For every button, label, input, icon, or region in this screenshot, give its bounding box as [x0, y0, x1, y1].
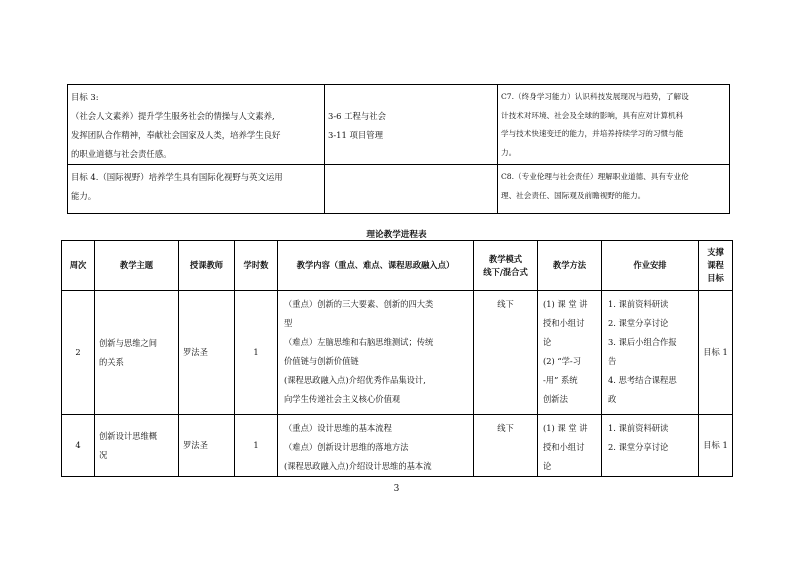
topic-line: 况 [99, 449, 108, 460]
goal-line: 发挥团队合作精神，奉献社会国家及人类，培养学生良好 [71, 130, 281, 140]
method-cell [538, 291, 602, 415]
week-cell: 2 [62, 291, 95, 415]
ability-line: C8.（专业伦理与社会责任）理解职业道德、具有专业伦 [501, 172, 689, 181]
hours-cell: 1 [235, 415, 278, 477]
goal-line: 能力。 [71, 191, 97, 201]
header-teacher: 授课教师 [179, 241, 235, 291]
teacher-cell: 罗法圣 [179, 415, 235, 477]
method-line: 论 [543, 337, 552, 347]
schedule-title: 理论教学进程表 [366, 230, 427, 240]
goal-cell [68, 165, 325, 214]
homework-line: 3. 课后小组合作报 [608, 337, 677, 347]
content-line: (课程思政融入点)介绍优秀作品集设计, [284, 375, 426, 385]
header-goal-line: 目标 [707, 273, 724, 283]
goal-cell [68, 85, 325, 165]
mode-cell: 线下 [474, 291, 538, 415]
content-line: （难点）创新设计思维的落地方法 [284, 442, 409, 452]
objective-row [68, 85, 730, 165]
header-week: 周次 [62, 241, 95, 291]
header-method: 教学方法 [538, 241, 602, 291]
ability-line: 学与技术快速变迁的能力，并培养持续学习的习惯与能 [501, 129, 684, 139]
topic-line: 创新设计思维概 [99, 430, 158, 441]
header-goal-line: 支撑 [707, 247, 724, 257]
courses-cell [325, 85, 498, 165]
course-line: 3-11 项目管理 [328, 130, 383, 140]
content-line: （重点）创新的三大要素、创新的四大类 [284, 299, 434, 309]
homework-line: 2. 课堂分享讨论 [608, 318, 669, 328]
goal-line: 的职业道德与社会责任感。 [71, 149, 172, 159]
method-line: 授和小组讨 [543, 318, 585, 328]
content-line: (课程思政融入点)介绍设计思维的基本流 [284, 461, 432, 471]
mode-cell: 线下 [474, 415, 538, 477]
content-line: 价值链与创新价值链 [284, 356, 359, 366]
header-row [62, 241, 733, 291]
objectives-table [67, 84, 730, 214]
ability-line: 力。 [501, 148, 517, 158]
method-line: 论 [543, 461, 552, 471]
course-line: 3-6 工程与社会 [328, 111, 387, 121]
topic-cell [95, 415, 179, 477]
goal-line: 目标 4.（国际视野）培养学生具有国际化视野与英文运用 [71, 172, 283, 182]
homework-line: 1. 课前资料研读 [608, 299, 669, 309]
content-line: （重点）设计思维的基本流程 [284, 423, 392, 433]
schedule-table [61, 240, 733, 477]
method-line: (1) 课 堂 讲 [543, 299, 588, 309]
goal-line: （社会人文素养）提升学生服务社会的情操与人文素养, [71, 111, 275, 121]
goal-cell: 目标 1 [699, 291, 733, 415]
table-row [62, 415, 733, 477]
topic-line: 创新与思维之间 [99, 337, 158, 348]
homework-line: 4. 思考结合课程思 [608, 375, 677, 385]
ability-line: C7.（终身学习能力）认识科技发展现况与趋势，了解设 [501, 92, 689, 101]
objective-row [68, 165, 730, 214]
goal-cell: 目标 1 [699, 415, 733, 477]
header-goal-line: 课程 [707, 260, 724, 270]
content-cell [278, 291, 474, 415]
topic-cell [95, 291, 179, 415]
teacher-cell: 罗法圣 [179, 291, 235, 415]
topic-line: 的关系 [99, 356, 124, 367]
homework-cell [602, 415, 699, 477]
page-number: 3 [393, 484, 400, 494]
homework-line: 政 [608, 394, 617, 404]
goal-line: 目标 3: [71, 92, 99, 102]
content-cell [278, 415, 474, 477]
homework-line: 1. 课前资料研读 [608, 423, 669, 433]
method-line: -用” 系统 [543, 375, 578, 385]
method-line: 授和小组讨 [543, 442, 585, 452]
header-content: 教学内容（重点、难点、课程思政融入点） [278, 241, 474, 291]
method-line: 创新法 [543, 394, 568, 404]
content-line: 向学生传递社会主义核心价值观 [284, 394, 401, 404]
header-topic: 教学主题 [95, 241, 179, 291]
header-goal [699, 241, 733, 291]
homework-line: 2. 课堂分享讨论 [608, 442, 669, 452]
method-line: (2) “学-习 [543, 356, 582, 366]
homework-line: 告 [608, 356, 617, 366]
header-mode-line: 线下/混合式 [483, 266, 528, 277]
method-cell [538, 415, 602, 477]
ability-cell [498, 165, 730, 214]
method-line: (1) 课 堂 讲 [543, 423, 588, 433]
ability-line: 计技术对环境、社会及全球的影响，具有应对计算机科 [501, 110, 684, 120]
content-line: 型 [284, 318, 293, 328]
header-homework: 作业安排 [602, 241, 699, 291]
courses-cell [325, 165, 498, 214]
week-cell: 4 [62, 415, 95, 477]
content-line: （难点）左脑思维和右脑思维测试；传统 [284, 337, 434, 347]
homework-cell [602, 291, 699, 415]
hours-cell: 1 [235, 291, 278, 415]
table-row [62, 291, 733, 415]
ability-line: 理、社会责任、国际观及前瞻视野的能力。 [501, 190, 646, 200]
header-mode-line: 教学模式 [488, 253, 523, 264]
ability-cell [498, 85, 730, 165]
header-hours: 学时数 [235, 241, 278, 291]
header-mode [474, 241, 538, 291]
